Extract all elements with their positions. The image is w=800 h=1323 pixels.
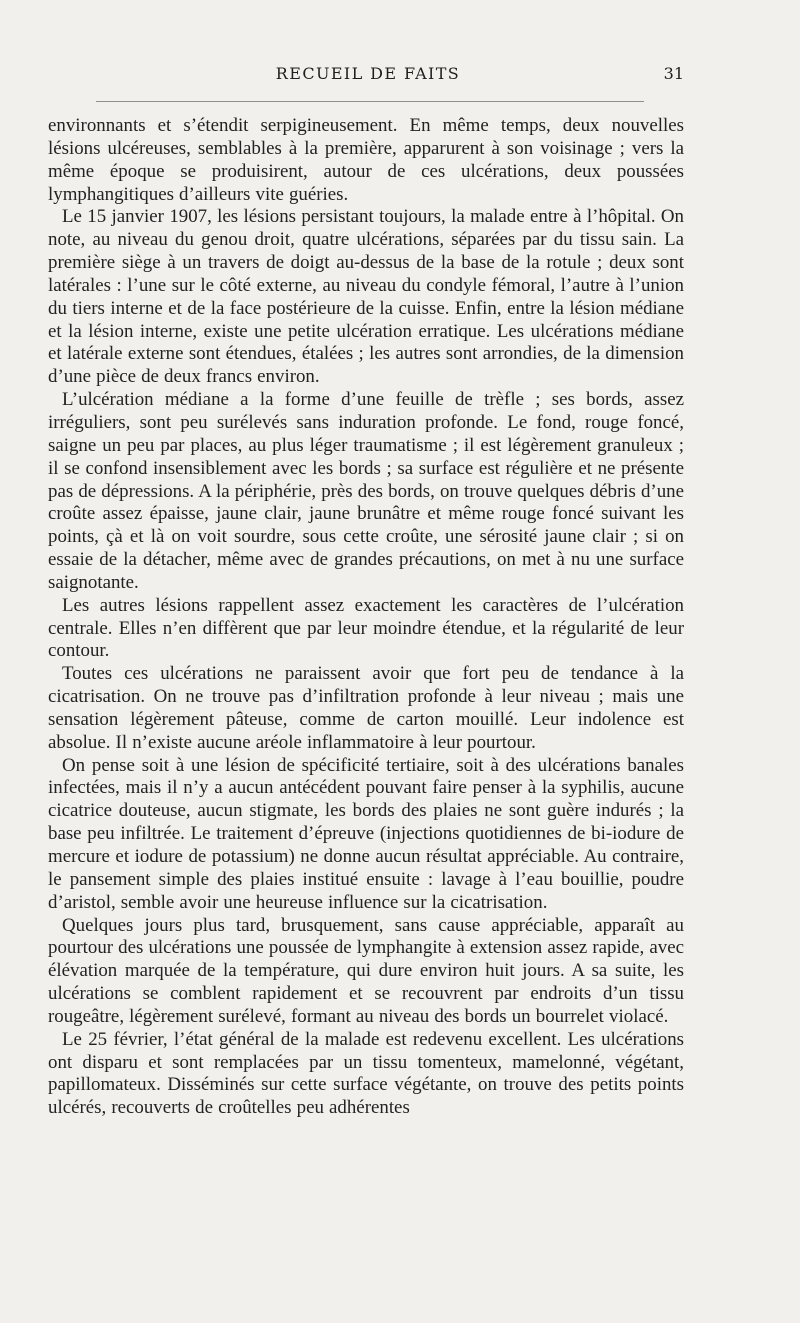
paragraph: Quelques jours plus tard, brusquement, sans cause appréciable, apparaît au pourtour des ulcérations une poussée de lymphangite à extension assez rapide, avec élévation marquée de la température, qui dure environ huit jours. A sa suite, les ulcérations se comblent rapidement et se recouvrent par endroits d’un tissu rougeâtre, légèrement surélevé, formant au niveau des bords un bourrelet violacé. xyxy=(48,914,684,1027)
body-text xyxy=(48,115,684,1120)
paragraph: environnants et s’étendit serpigineusement. En même temps, deux nouvelles lésions ulcéreuses, semblables à la première, apparurent à son voisinage ; vers la même époque se produisirent, autour de ces ulcérations, deux poussées lymphangitiques d’ailleurs vite guéries. xyxy=(48,115,684,205)
running-head xyxy=(52,64,684,88)
paragraph: L’ulcération médiane a la forme d’une feuille de trèfle ; ses bords, assez irréguliers, sont peu surélevés sans induration profonde. Le fond, rouge foncé, saigne un peu par places, au plus léger traumatisme ; il est légèrement granuleux ; il se confond insensiblement avec les bords ; sa surface est régulière et ne présente pas de dépressions. A la périphérie, près des bords, on trouve quelques débris d’une croûte assez épaisse, jaune clair, jaune brunâtre et même rouge foncé suivant les points, çà et là on voit sourdre, sous cette croûte, une sérosité jaune clair ; si on essaie de la détacher, même avec de grandes précautions, on met à nu une surface saignotante. xyxy=(48,389,684,593)
header-rule xyxy=(96,101,644,102)
paragraph: Le 25 février, l’état général de la malade est redevenu excellent. Les ulcérations ont disparu et sont remplacées par un tissu tomenteux, mamelonné, végétant, papillomateux. Disséminés sur cette surface végétante, on trouve des petits points ulcérés, recouverts de croûtelles peu adhérentes xyxy=(48,1028,684,1119)
paragraph: Le 15 janvier 1907, les lésions persistant toujours, la malade entre à l’hôpital. On note, au niveau du genou droit, quatre ulcérations, séparées par du tissu sain. La première siège à un travers de doigt au-dessus de la base de la rotule ; deux sont latérales : l’une sur le côté externe, au niveau du condyle fémoral, l’autre à l’union du tiers interne et de la face postérieure de la cuisse. Enfin, entre la lésion médiane et la lésion interne, existe une petite ulcération erratique. Les ulcérations médiane et latérale externe sont étendues, étalées ; les autres sont arrondies, de la dimension d’une pièce de deux francs environ. xyxy=(48,206,684,388)
page-number: 31 xyxy=(663,64,684,83)
paragraph: Les autres lésions rappellent assez exactement les caractères de l’ulcération centrale. Elles n’en diffèrent que par leur moindre étendue, et la régularité de leur contour. xyxy=(48,594,684,662)
running-title: RECUEIL DE FAITS xyxy=(275,64,461,83)
paragraph: Toutes ces ulcérations ne paraissent avoir que fort peu de tendance à la cicatrisation. On ne trouve pas d’infiltration profonde à leur niveau ; mais une sensation légèrement pâteuse, comme de carton mouillé. Leur indolence est absolue. Il n’existe aucune aréole inflammatoire à leur pourtour. xyxy=(48,663,684,753)
paragraph: On pense soit à une lésion de spécificité tertiaire, soit à des ulcérations banales infectées, mais il n’y a aucun antécédent pouvant faire penser à la syphilis, aucune cicatrice douteuse, aucun stigmate, les bords des plaies ne sont guère indurés ; la base peu infiltrée. Le traitement d’épreuve (injections quotidiennes de bi-iodure de mercure et iodure de potassium) ne donne aucun résultat appréciable. Au contraire, le pansement simple des plaies institué ensuite : lavage à l’eau bouillie, poudre d’aristol, semble avoir une heureuse influence sur la cicatrisation. xyxy=(48,754,684,913)
